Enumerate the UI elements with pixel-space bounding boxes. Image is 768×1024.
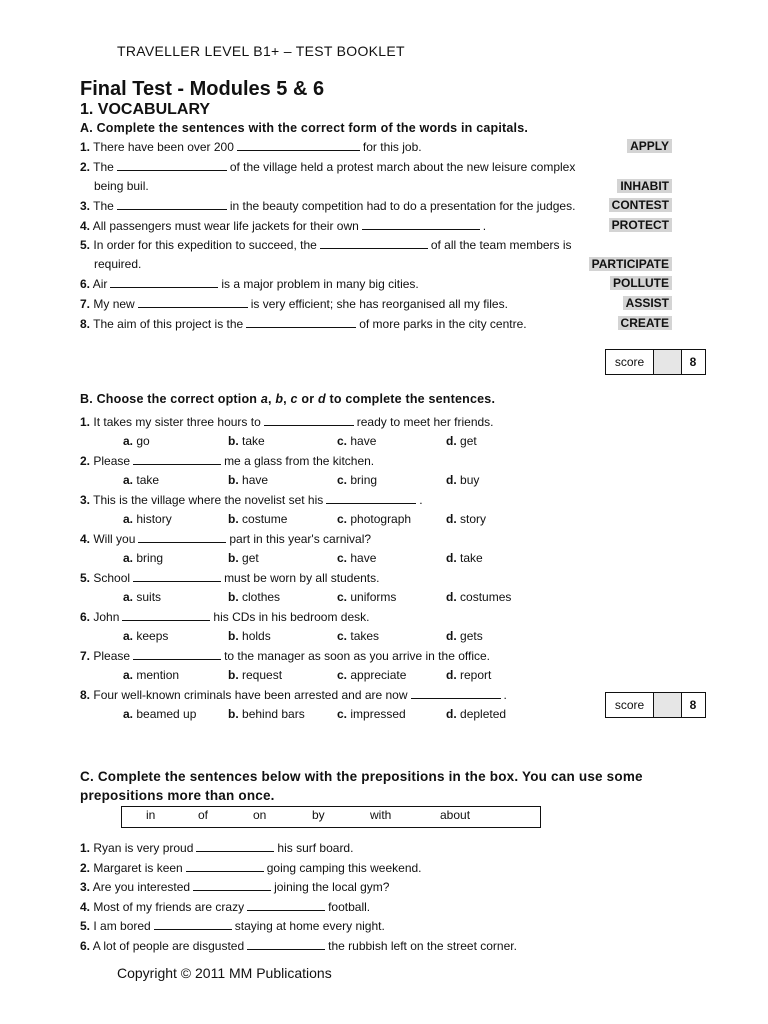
part-a-item-2-cont: being buil. bbox=[94, 179, 149, 193]
keyword-badge: POLLUTE bbox=[610, 276, 672, 290]
answer-option[interactable]: a. mention bbox=[123, 668, 180, 682]
part-b-item-2: 2. Please me a glass from the kitchen. bbox=[80, 454, 375, 468]
page-title: Final Test - Modules 5 & 6 bbox=[80, 78, 325, 100]
answer-option[interactable]: c. appreciate bbox=[337, 668, 407, 682]
keyword-badge: PARTICIPATE bbox=[589, 257, 672, 271]
answer-option[interactable]: d. depleted bbox=[446, 707, 507, 721]
answer-option[interactable]: b. holds bbox=[228, 629, 271, 643]
answer-option[interactable]: a. bring bbox=[123, 551, 164, 565]
answer-option[interactable]: b. behind bars bbox=[228, 707, 305, 721]
answer-blank[interactable] bbox=[362, 218, 480, 230]
part-b-item-5: 5. School must be worn by all students. bbox=[80, 571, 380, 585]
answer-option[interactable]: a. beamed up bbox=[123, 707, 197, 721]
answer-option[interactable]: c. uniforms bbox=[337, 590, 397, 604]
part-c-item-4: 4. Most of my friends are crazy football. bbox=[80, 900, 371, 914]
answer-option[interactable]: c. bring bbox=[337, 473, 378, 487]
answer-blank[interactable] bbox=[133, 570, 221, 582]
answer-blank[interactable] bbox=[154, 918, 232, 930]
answer-option[interactable]: d. report bbox=[446, 668, 492, 682]
answer-option[interactable]: c. takes bbox=[337, 629, 380, 643]
part-a-item-6: 6. Air is a major problem in many big cities. bbox=[80, 277, 419, 291]
answer-blank[interactable] bbox=[186, 860, 264, 872]
answer-blank[interactable] bbox=[196, 840, 274, 852]
answer-blank[interactable] bbox=[237, 139, 360, 151]
part-b-item-6: 6. John his CDs in his bedroom desk. bbox=[80, 610, 370, 624]
answer-option[interactable]: b. take bbox=[228, 434, 265, 448]
score-box-b bbox=[605, 692, 706, 718]
part-c-instruction: C. Complete the sentences below with the prepositions in the box. You can use some prepositions more than once. bbox=[80, 769, 643, 803]
part-a-item-7: 7. My new is very efficient; she has reorganised all my files. bbox=[80, 297, 508, 311]
answer-blank[interactable] bbox=[246, 316, 356, 328]
answer-option[interactable]: d. take bbox=[446, 551, 483, 565]
answer-blank[interactable] bbox=[411, 687, 501, 699]
answer-option[interactable]: a. keeps bbox=[123, 629, 169, 643]
part-a-item-2: 2. The of the village held a protest march about the new leisure complex bbox=[80, 160, 576, 174]
part-b-item-1: 1. It takes my sister three hours to ready to meet her friends. bbox=[80, 415, 494, 429]
part-b-item-8: 8. Four well-known criminals have been arrested and are now . bbox=[80, 688, 507, 702]
preposition-word: with bbox=[370, 808, 392, 822]
section-heading: 1. VOCABULARY bbox=[80, 101, 211, 118]
part-c-item-1: 1. Ryan is very proud his surf board. bbox=[80, 841, 354, 855]
answer-option[interactable]: a. history bbox=[123, 512, 172, 526]
answer-option[interactable]: c. photograph bbox=[337, 512, 412, 526]
keyword-badge: APPLY bbox=[627, 139, 672, 153]
part-a-item-8: 8. The aim of this project is the of more parks in the city centre. bbox=[80, 317, 527, 331]
answer-option[interactable]: a. take bbox=[123, 473, 160, 487]
answer-blank[interactable] bbox=[247, 938, 325, 950]
score-label: score bbox=[614, 698, 645, 712]
part-b-item-4: 4. Will you part in this year's carnival? bbox=[80, 532, 372, 546]
score-max: 8 bbox=[689, 355, 697, 369]
part-a-item-3: 3. The in the beauty competition had to do a presentation for the judges. bbox=[80, 199, 576, 213]
answer-blank[interactable] bbox=[117, 159, 227, 171]
answer-blank[interactable] bbox=[193, 879, 271, 891]
answer-option[interactable]: b. request bbox=[228, 668, 283, 682]
preposition-box bbox=[121, 806, 541, 828]
answer-option[interactable]: d. buy bbox=[446, 473, 480, 487]
part-c-item-6: 6. A lot of people are disgusted the rubbish left on the street corner. bbox=[80, 939, 517, 953]
answer-option[interactable]: d. gets bbox=[446, 629, 483, 643]
answer-blank[interactable] bbox=[247, 899, 325, 911]
part-c-item-3: 3. Are you interested joining the local gym? bbox=[80, 880, 390, 894]
preposition-word: about bbox=[440, 808, 471, 822]
answer-option[interactable]: d. costumes bbox=[446, 590, 512, 604]
answer-option[interactable]: c. have bbox=[337, 434, 377, 448]
score-max: 8 bbox=[689, 698, 697, 712]
answer-option[interactable]: c. have bbox=[337, 551, 377, 565]
part-b-item-7: 7. Please to the manager as soon as you arrive in the office. bbox=[80, 649, 490, 663]
answer-blank[interactable] bbox=[138, 531, 226, 543]
answer-blank[interactable] bbox=[138, 296, 248, 308]
answer-blank[interactable] bbox=[117, 198, 227, 210]
keyword-badge: CONTEST bbox=[609, 198, 672, 212]
answer-option[interactable]: d. get bbox=[446, 434, 477, 448]
preposition-word: by bbox=[312, 808, 325, 822]
part-a-item-5-cont: required. bbox=[94, 257, 142, 271]
answer-blank[interactable] bbox=[133, 648, 221, 660]
booklet-header: TRAVELLER LEVEL B1+ – TEST BOOKLET bbox=[117, 43, 405, 59]
part-a-item-1: 1. There have been over 200 for this job. bbox=[80, 140, 422, 154]
part-b-instruction: B. Choose the correct option a, b, c or d to complete the sentences. bbox=[80, 392, 496, 406]
answer-option[interactable]: a. go bbox=[123, 434, 150, 448]
keyword-badge: INHABIT bbox=[617, 179, 672, 193]
answer-blank[interactable] bbox=[320, 237, 428, 249]
score-label: score bbox=[614, 355, 645, 369]
answer-blank[interactable] bbox=[326, 492, 416, 504]
answer-blank[interactable] bbox=[133, 453, 221, 465]
part-a-item-4: 4. All passengers must wear life jackets for their own . bbox=[80, 219, 487, 233]
answer-option[interactable]: b. clothes bbox=[228, 590, 281, 604]
preposition-word: in bbox=[146, 808, 156, 822]
answer-option[interactable]: b. have bbox=[228, 473, 269, 487]
answer-blank[interactable] bbox=[110, 276, 218, 288]
part-c-item-2: 2. Margaret is keen going camping this weekend. bbox=[80, 861, 422, 875]
preposition-word: on bbox=[253, 808, 267, 822]
score-field[interactable] bbox=[653, 350, 682, 374]
score-box-a bbox=[605, 349, 706, 375]
part-b-item-3: 3. This is the village where the novelist set his . bbox=[80, 493, 423, 507]
copyright-footer: Copyright © 2011 MM Publications bbox=[117, 965, 332, 981]
answer-option[interactable]: b. costume bbox=[228, 512, 288, 526]
keyword-badge: CREATE bbox=[618, 316, 672, 330]
part-c-item-5: 5. I am bored staying at home every night. bbox=[80, 919, 385, 933]
answer-blank[interactable] bbox=[264, 414, 354, 426]
answer-option[interactable]: d. story bbox=[446, 512, 487, 526]
keyword-badge: PROTECT bbox=[609, 218, 672, 232]
answer-blank[interactable] bbox=[122, 609, 210, 621]
part-a-item-5: 5. In order for this expedition to succeed, the of all the team members is bbox=[80, 238, 572, 252]
answer-option[interactable]: c. impressed bbox=[337, 707, 406, 721]
answer-option[interactable]: a. suits bbox=[123, 590, 162, 604]
keyword-badge: ASSIST bbox=[623, 296, 672, 310]
answer-option[interactable]: b. get bbox=[228, 551, 259, 565]
preposition-word: of bbox=[198, 808, 209, 822]
score-field[interactable] bbox=[653, 693, 682, 717]
part-a-instruction: A. Complete the sentences with the correct form of the words in capitals. bbox=[80, 121, 529, 135]
